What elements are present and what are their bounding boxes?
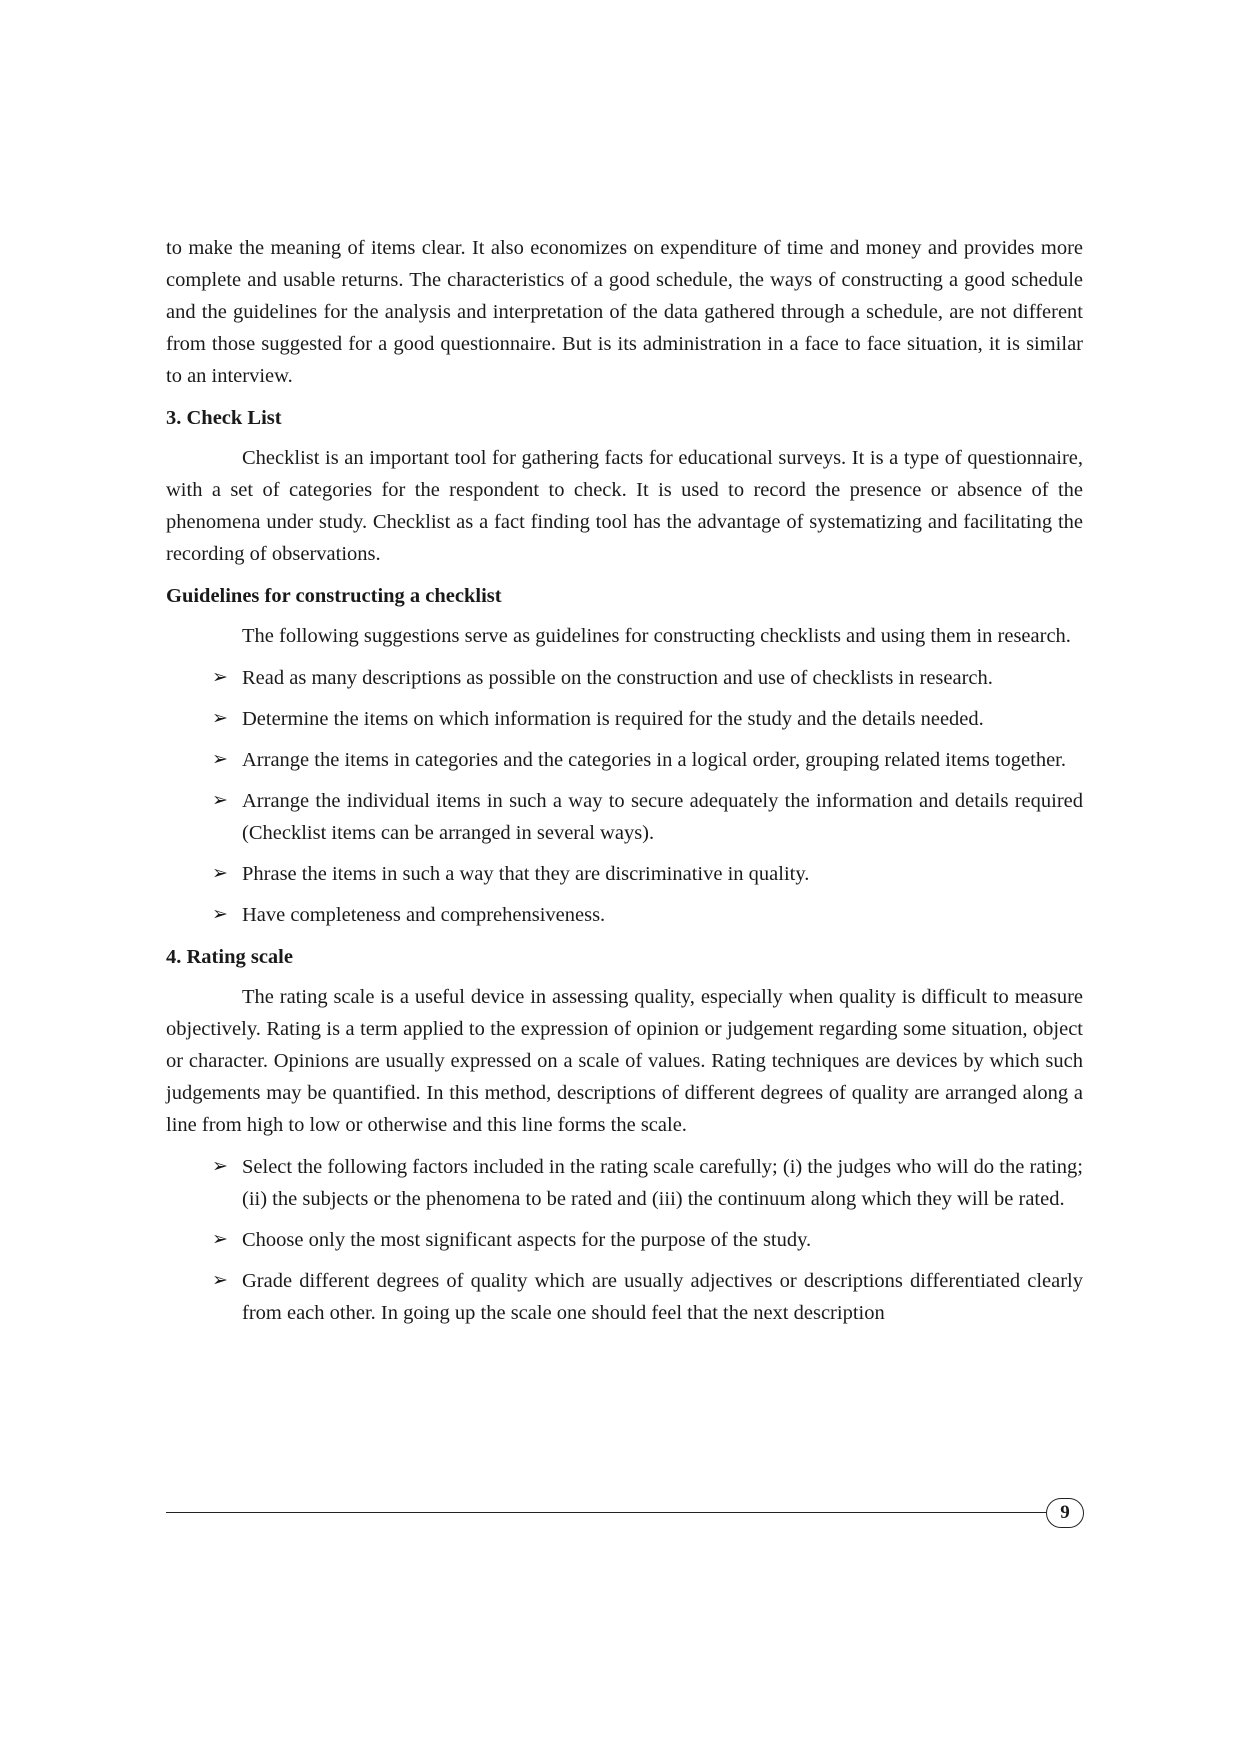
arrow-bullet-icon: ➢ [212, 749, 228, 770]
intro-paragraph: to make the meaning of items clear. It also economizes on expenditure of time and money and provides more complete and usable returns. The characteristics of a good schedule, the ways of constructing a good schedule and the guidelines for the analysis and interpretation of the data gathered through a schedule, are not different from those suggested for a good questionnaire. But is its administration in a face to face situation, it is similar to an interview. [166, 237, 1083, 387]
list-item-text: Have completeness and comprehensiveness. [242, 904, 606, 926]
section-heading-rating-scale: 4. Rating scale [166, 946, 293, 968]
list-item-text: Determine the items on which information is required for the study and the details needed. [242, 708, 984, 730]
list-item-text: Grade different degrees of quality which are usually adjectives or descriptions differentiated clearly from each other. In going up the scale one should feel that the next description [242, 1270, 1083, 1324]
list-item-text: Choose only the most significant aspects for the purpose of the study. [242, 1229, 812, 1251]
page-number: 9 [1046, 1498, 1084, 1528]
arrow-bullet-icon: ➢ [212, 667, 228, 688]
subheading-checklist-guidelines: Guidelines for constructing a checklist [166, 585, 502, 607]
list-item [166, 899, 1083, 931]
arrow-bullet-icon: ➢ [212, 1156, 228, 1177]
list-item [166, 662, 1083, 694]
list-item [166, 744, 1083, 776]
list-item-text: Arrange the items in categories and the categories in a logical order, grouping related items together. [242, 749, 1067, 771]
footer-divider [166, 1512, 1046, 1513]
list-item [166, 703, 1083, 735]
arrow-bullet-icon: ➢ [212, 1270, 228, 1291]
guidelines-paragraph: The following suggestions serve as guidelines for constructing checklists and using them in research. [242, 625, 1071, 647]
list-item-text: Phrase the items in such a way that they are discriminative in quality. [242, 863, 810, 885]
list-item [166, 858, 1083, 890]
section-heading-check-list: 3. Check List [166, 407, 282, 429]
list-item [166, 785, 1083, 849]
arrow-bullet-icon: ➢ [212, 863, 228, 884]
checklist-guidelines-list [166, 662, 1083, 931]
list-item-text: Select the following factors included in the rating scale carefully; (i) the judges who will do the rating; (ii) the subjects or the phenomena to be rated and (iii) the continuum along which they will be rated. [242, 1156, 1083, 1210]
list-item-text: Read as many descriptions as possible on the construction and use of checklists in research. [242, 667, 993, 689]
check-list-paragraph: Checklist is an important tool for gathering facts for educational surveys. It is a type of questionnaire, with a set of categories for the respondent to check. It is used to record the presence or absence of the phenomena under study. Checklist as a fact finding tool has the advantage of systematizing and facilitating the recording of observations. [166, 447, 1083, 565]
arrow-bullet-icon: ➢ [212, 708, 228, 729]
rating-scale-list [166, 1151, 1083, 1329]
list-item-text: Arrange the individual items in such a way to secure adequately the information and details required (Checklist items can be arranged in several ways). [242, 790, 1083, 844]
list-item [166, 1151, 1083, 1215]
arrow-bullet-icon: ➢ [212, 904, 228, 925]
list-item [166, 1224, 1083, 1256]
page-content [166, 232, 1083, 1339]
arrow-bullet-icon: ➢ [212, 790, 228, 811]
arrow-bullet-icon: ➢ [212, 1229, 228, 1250]
rating-scale-paragraph: The rating scale is a useful device in assessing quality, especially when quality is difficult to measure objectively. Rating is a term applied to the expression of opinion or judgement regarding some situation, object or character. Opinions are usually expressed on a scale of values. Rating techniques are devices by which such judgements may be quantified. In this method, descriptions of different degrees of quality are arranged along a line from high to low or otherwise and this line forms the scale. [166, 986, 1083, 1136]
list-item [166, 1265, 1083, 1329]
